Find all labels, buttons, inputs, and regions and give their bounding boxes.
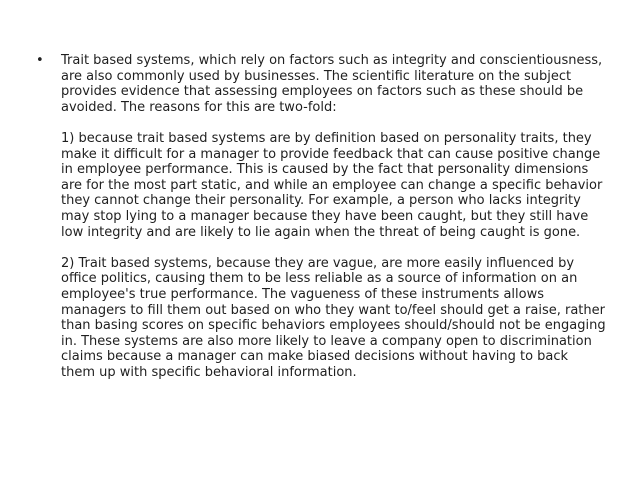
bullet-icon: • [36, 53, 44, 68]
bullet-body [61, 53, 606, 380]
bullet-text-block [36, 53, 606, 380]
paragraph-intro: Trait based systems, which rely on factors such as integrity and conscientiousness, are also commonly used by businesses. The scientific literature on the subject provides evidence that assessing employees on factors such as these should be avoided. The reasons for this are two-fold: [61, 53, 603, 115]
bullet-item [36, 53, 606, 380]
paragraph-reason-two: 2) Trait based systems, because they are vague, are more easily influenced by office politics, causing them to be less reliable as a source of information on an employee's true performance. The vagueness of these instruments allows managers to fill them out based on who they want to/feel should get a raise, rather than basing scores on specific behaviors employees should/should not be engaging in. These systems are also more likely to leave a company open to discrimination claims because a manager can make biased decisions without having to back them up with specific behavioral information. [61, 255, 606, 380]
paragraph-reason-one: 1) because trait based systems are by definition based on personality traits, they make it difficult for a manager to provide feedback that can cause positive change in employee performance. This is caused by the fact that personality dimensions are for the most part static, and while an employee can change a specific behavior they cannot change their personality. For example, a person who lacks integrity may stop lying to a manager because they have been caught, but they still have low integrity and are likely to lie again when the threat of being caught is gone. [61, 130, 603, 240]
